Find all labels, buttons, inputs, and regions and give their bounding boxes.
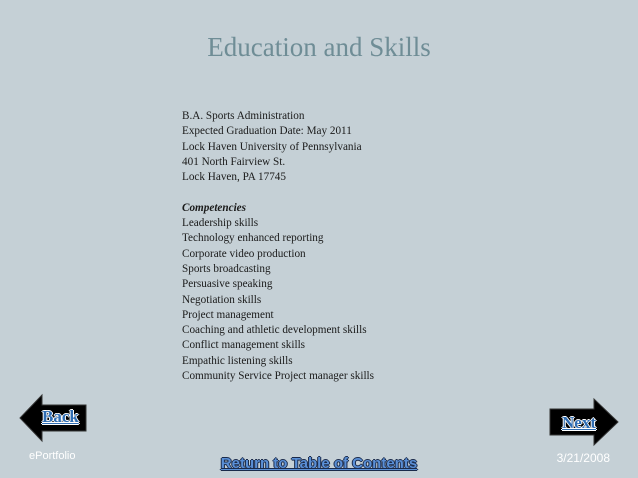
spacer (182, 185, 374, 200)
competency-item: Leadership skills (182, 217, 259, 230)
competency-item: Corporate video production (182, 247, 306, 260)
next-button[interactable] (548, 397, 620, 447)
competency-item: Technology enhanced reporting (182, 232, 324, 245)
slide-body (182, 109, 374, 384)
competency-item: Sports broadcasting (182, 262, 271, 275)
competency-item: Project management (182, 308, 274, 321)
competency-item: Negotiation skills (182, 293, 262, 306)
footer-label: ePortfolio (29, 450, 76, 462)
back-button-label: Back (42, 407, 79, 426)
street-address-line: 401 North Fairview St. (182, 155, 286, 168)
competency-item: Persuasive speaking (182, 278, 273, 291)
graduation-date-line: Expected Graduation Date: May 2011 (182, 125, 352, 138)
degree-line: B.A. Sports Administration (182, 110, 305, 122)
competency-item: Coaching and athletic development skills (182, 324, 367, 337)
slide-title: Education and Skills (207, 32, 431, 62)
city-state-line: Lock Haven, PA 17745 (182, 171, 286, 184)
back-button[interactable] (18, 393, 88, 443)
competency-item: Community Service Project manager skills (182, 370, 375, 383)
university-line: Lock Haven University of Pennsylvania (182, 140, 362, 153)
footer-date: 3/21/2008 (556, 451, 610, 465)
next-button-label: Next (562, 413, 596, 432)
competencies-heading: Competencies (182, 201, 247, 214)
table-of-contents-link[interactable]: Return to Table of Contents (220, 455, 418, 472)
competency-item: Conflict management skills (182, 339, 306, 352)
competency-item: Empathic listening skills (182, 354, 293, 367)
